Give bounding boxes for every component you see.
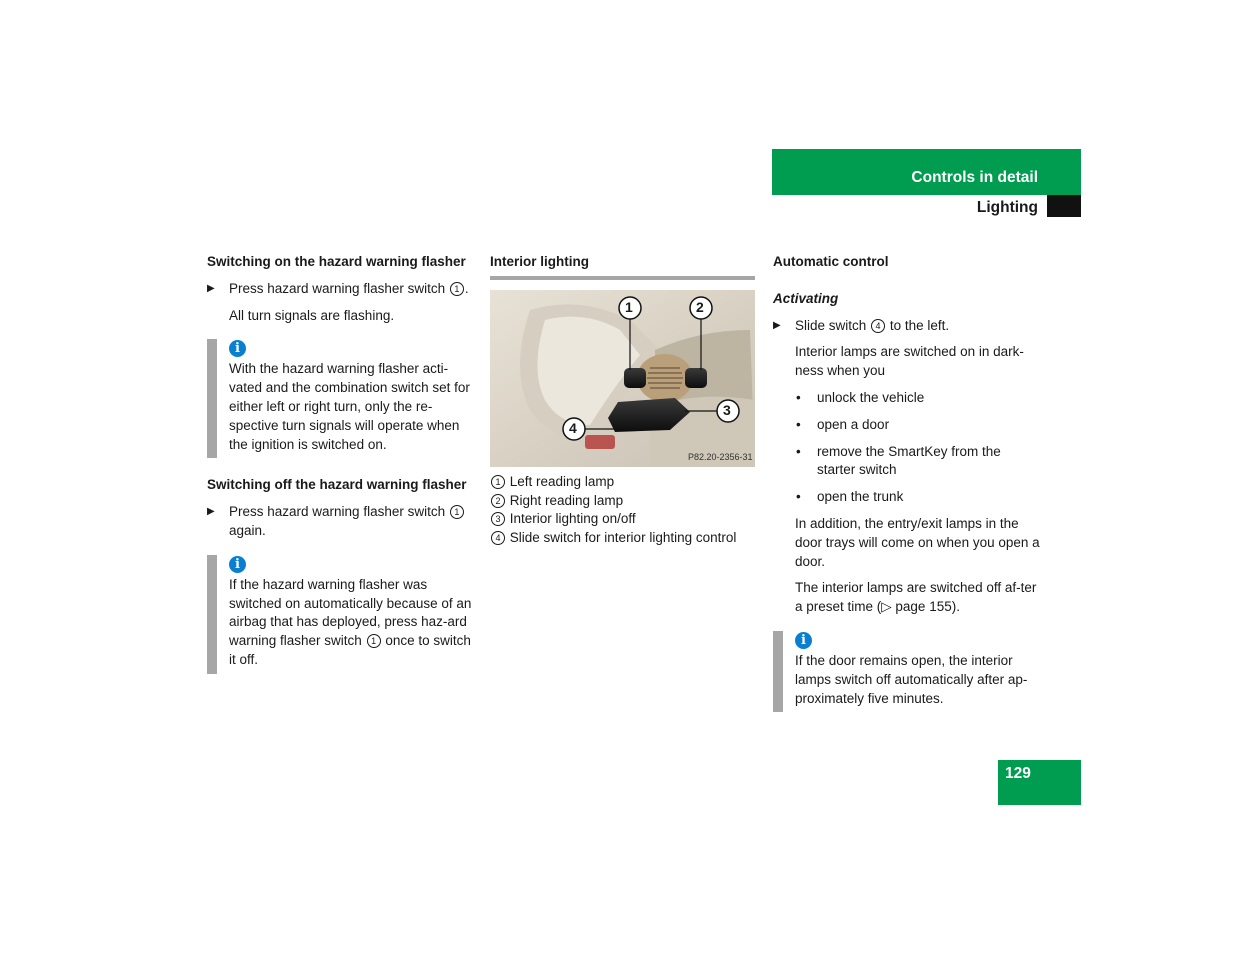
info-icon: i [795,632,812,649]
result-text: All turn signals are flashing. [229,307,395,323]
list-item: • remove the SmartKey from the starter switch [796,443,1001,478]
heading-interior-lighting: Interior lighting [490,253,755,280]
step-hazard-on: ▶ Press hazard warning flasher switch 1 . [207,280,475,299]
info-note [207,339,475,458]
paragraph: The interior lamps are switched off af-ter a preset time (▷ page 155). [795,580,1037,615]
step-hazard-off: ▶ Press hazard warning flasher switch 1 again. [207,503,475,541]
heading-hazard-on: Switching on the hazard warning flasher [207,254,466,269]
info-icon: i [229,340,246,357]
subsection-marker [1047,195,1081,217]
column-hazard-flasher [207,253,475,692]
legend-item: 4 Slide switch for interior lighting control [490,529,755,548]
note-text: With the hazard warning flasher acti-vated and the combination switch set for either left or right turn, only the re-spective turn signals will operate when the ignition is switched on. [229,361,470,452]
section-header-bar [772,149,1081,195]
page-number: 129 [1005,765,1031,782]
column-interior-lighting [490,253,755,548]
list-item: • open the trunk [796,489,904,505]
column-automatic-control [773,253,1041,730]
note-text: If the door remains open, the interior lamps switch off automatically after ap-proximately five minutes. [795,652,1028,706]
step-slide-switch: ▶ Slide switch 4 to the left. [773,317,1041,336]
heading-automatic-control: Automatic control [773,254,889,269]
note-text: If the hazard warning flasher was switched on automatically because of an airbag that has deployed, press haz-ard warning flasher switch 1 once to switch it off. [229,576,472,667]
legend-item: 2 Right reading lamp [490,492,755,511]
callout-ref: 1 [450,505,464,519]
overhead-console-illustration [490,290,755,467]
legend-item: 3 Interior lighting on/off [490,510,755,529]
info-icon: i [229,556,246,573]
legend-item: 1 Left reading lamp [490,473,755,492]
callout-ref: 4 [871,319,885,333]
list-item: • open a door [796,416,890,432]
callout-ref: 1 [450,282,464,296]
info-note [207,555,475,674]
callout-3: 3 [723,401,731,418]
section-title: Controls in detail [911,169,1038,186]
step-arrow-icon: ▶ [207,506,215,518]
step-arrow-icon: ▶ [207,282,215,294]
callout-1: 1 [625,298,633,315]
page-number-box [998,760,1081,805]
callout-ref: 1 [367,634,381,648]
interior-lighting-photo [490,290,755,467]
legend [490,473,755,548]
info-note [773,631,1041,712]
callout-2: 2 [696,298,704,315]
subheading-activating: Activating [773,290,839,306]
intro-text: Interior lamps are switched on in dark-ness when you [795,344,1024,379]
subsection-title: Lighting [976,199,1038,216]
step-arrow-icon: ▶ [773,319,781,331]
paragraph: In addition, the entry/exit lamps in the door trays will come on when you open a door. [795,515,1040,569]
list-item: • unlock the vehicle [796,389,925,405]
photo-code: P82.20-2356-31 [688,451,753,462]
callout-4: 4 [569,419,577,436]
heading-hazard-off: Switching off the hazard warning flasher [207,477,467,493]
